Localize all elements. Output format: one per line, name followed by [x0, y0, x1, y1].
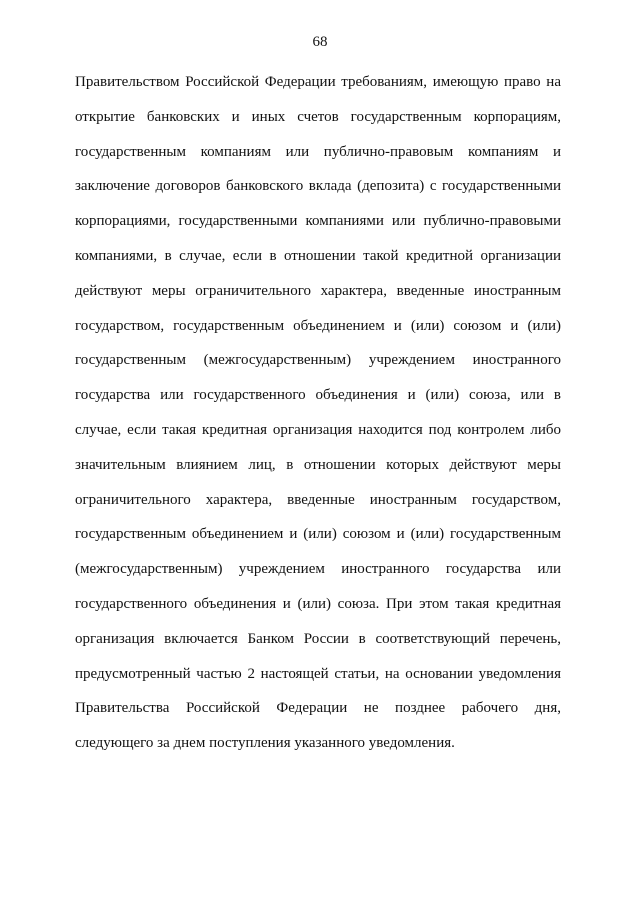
text-line: государственным компаниям или публично-правовым компаниям и: [75, 143, 561, 160]
text-line: значительным влиянием лиц, в отношении которых действуют меры: [75, 456, 561, 473]
text-line: заключение договоров банковского вклада (депозита) с государственными: [75, 178, 561, 195]
body-text: [75, 65, 561, 761]
text-line: государственным (межгосударственным) учреждением иностранного: [75, 352, 561, 369]
text-line: государства или государственного объединения и (или) союза, или в: [75, 387, 561, 404]
text-line: (межгосударственным) учреждением иностранного государства или: [75, 561, 561, 578]
text-line: действуют меры ограничительного характера, введенные иностранным: [75, 282, 561, 299]
text-line: государственным объединением и (или) союзом и (или) государственным: [75, 526, 561, 543]
text-line: государственного объединения и (или) союза. При этом такая кредитная: [75, 595, 561, 612]
text-line: ограничительного характера, введенные иностранным государством,: [75, 491, 561, 508]
page-number: 68: [312, 34, 328, 50]
text-line: следующего за днем поступления указанного уведомления.: [75, 735, 455, 752]
text-line: компаниями, в случае, если в отношении такой кредитной организации: [75, 247, 561, 264]
text-line: открытие банковских и иных счетов государственным корпорациям,: [75, 108, 561, 125]
text-line: предусмотренный частью 2 настоящей статьи, на основании уведомления: [75, 665, 561, 682]
text-line: государством, государственным объединением и (или) союзом и (или): [75, 317, 561, 334]
text-line: организация включается Банком России в соответствующий перечень,: [75, 630, 561, 647]
text-line: Правительства Российской Федерации не позднее рабочего дня,: [75, 700, 561, 717]
text-line: случае, если такая кредитная организация находится под контролем либо: [75, 421, 561, 438]
text-line: Правительством Российской Федерации требованиям, имеющую право на: [75, 74, 561, 90]
text-line: корпорациями, государственными компаниями или публично-правовыми: [75, 213, 561, 230]
